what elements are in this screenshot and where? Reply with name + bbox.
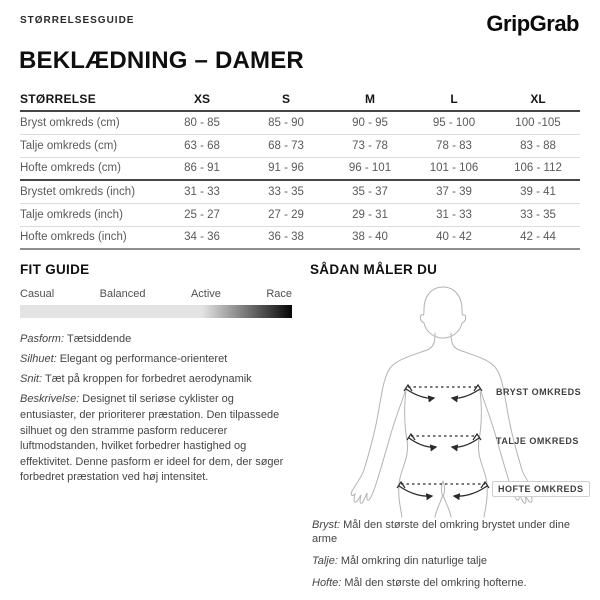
- measure-guide-title: SÅDAN MÅLER DU: [310, 262, 438, 277]
- table-row: [20, 157, 580, 180]
- cell-value: 35 - 37: [328, 180, 412, 203]
- instruction-text: Mål den største del omkring brystet under dine arme: [312, 519, 570, 545]
- detail-term: Snit:: [20, 373, 43, 386]
- fit-detail-beskrivelse: [20, 392, 292, 486]
- cell-value: 101 - 106: [412, 157, 496, 180]
- instruction-term: Talje:: [312, 555, 338, 567]
- cell-value: 83 - 88: [496, 134, 580, 157]
- detail-text: Tæt på kroppen for forbedret aerodynamik: [45, 373, 252, 386]
- gripgrab-logo: GripGrab: [486, 11, 579, 36]
- page-eyebrow: STØRRELSESGUIDE: [20, 15, 135, 26]
- detail-term: Silhuet:: [20, 353, 57, 366]
- cell-value: 86 - 91: [160, 157, 244, 180]
- cell-value: 37 - 39: [412, 180, 496, 203]
- hofte-omkreds-label: HOFTE OMKREDS: [492, 481, 590, 497]
- table-row: [20, 180, 580, 203]
- column-header: L: [412, 88, 496, 111]
- instruction-talje: [312, 555, 594, 569]
- cell-value: 38 - 40: [328, 226, 412, 249]
- cell-value: 63 - 68: [160, 134, 244, 157]
- cell-value: 68 - 73: [244, 134, 328, 157]
- row-label: Talje omkreds (inch): [20, 203, 160, 226]
- column-header: XS: [160, 88, 244, 111]
- column-header: M: [328, 88, 412, 111]
- column-header: STØRRELSE: [20, 88, 160, 111]
- cell-value: 78 - 83: [412, 134, 496, 157]
- instruction-text: Mål den største del omkring hofterne.: [344, 577, 527, 590]
- detail-text: Elegant og performance-orienteret: [59, 353, 228, 366]
- cell-value: 80 - 85: [160, 111, 244, 134]
- size-table-header-row: [20, 88, 580, 111]
- measure-instructions: [312, 519, 594, 600]
- fit-detail-silhuet: [20, 352, 292, 368]
- table-row: [20, 134, 580, 157]
- row-label: Hofte omkreds (inch): [20, 226, 160, 249]
- cell-value: 90 - 95: [328, 111, 412, 134]
- cell-value: 42 - 44: [496, 226, 580, 249]
- page-title: BEKLÆDNING – DAMER: [19, 47, 304, 74]
- fit-details: [20, 332, 292, 486]
- fit-guide-title: FIT GUIDE: [20, 262, 90, 277]
- cell-value: 33 - 35: [244, 180, 328, 203]
- cell-value: 29 - 31: [328, 203, 412, 226]
- cell-value: 40 - 42: [412, 226, 496, 249]
- instruction-bryst: [312, 519, 594, 547]
- cell-value: 34 - 36: [160, 226, 244, 249]
- instruction-term: Bryst:: [312, 519, 341, 531]
- cell-value: 25 - 27: [160, 203, 244, 226]
- cell-value: 96 - 101: [328, 157, 412, 180]
- fit-scale-labels: [20, 288, 292, 300]
- cell-value: 91 - 96: [244, 157, 328, 180]
- fit-scale-label-balanced: Balanced: [99, 288, 146, 300]
- fit-scale-label-active: Active: [190, 288, 221, 300]
- cell-value: 95 - 100: [412, 111, 496, 134]
- row-label: Hofte omkreds (cm): [20, 157, 160, 180]
- row-label: Brystet omkreds (inch): [20, 180, 160, 203]
- instruction-term: Hofte:: [312, 577, 342, 590]
- fit-detail-snit: [20, 372, 292, 388]
- cell-value: 36 - 38: [244, 226, 328, 249]
- cell-value: 27 - 29: [244, 203, 328, 226]
- table-row: [20, 226, 580, 249]
- bryst-omkreds-label: BRYST OMKREDS: [496, 387, 582, 397]
- instruction-text: Mål omkring din naturlige talje: [340, 555, 488, 567]
- size-table: [20, 88, 580, 250]
- cell-value: 39 - 41: [496, 180, 580, 203]
- column-header: S: [244, 88, 328, 111]
- fit-guide-section: [20, 262, 292, 490]
- row-label: Bryst omkreds (cm): [20, 111, 160, 134]
- measure-arrows: [397, 385, 489, 496]
- cell-value: 85 - 90: [244, 111, 328, 134]
- cell-value: 106 - 112: [496, 157, 580, 180]
- column-header: XL: [496, 88, 580, 111]
- cell-value: 31 - 33: [160, 180, 244, 203]
- detail-term: Beskrivelse:: [20, 393, 80, 406]
- fit-scale-label-casual: Casual: [20, 288, 55, 300]
- row-label: Talje omkreds (cm): [20, 134, 160, 157]
- instruction-hofte: [312, 577, 594, 591]
- table-row: [20, 203, 580, 226]
- talje-omkreds-label: TALJE OMKREDS: [496, 436, 579, 446]
- cell-value: 73 - 78: [328, 134, 412, 157]
- cell-value: 31 - 33: [412, 203, 496, 226]
- fit-gradient-bar: [20, 305, 292, 318]
- cell-value: 33 - 35: [496, 203, 580, 226]
- fit-detail-pasform: [20, 332, 292, 348]
- cell-value: 100 -105: [496, 111, 580, 134]
- fit-scale-label-race: Race: [266, 288, 292, 300]
- table-row: [20, 111, 580, 134]
- detail-text: Designet til seriøse cyklister og entusiaster, der prioriterer præstation. Den tilpassede silhuet og den stramme pasform reducerer luftmodstanden, hvilket forbedrer hastighed og effektivitet. Denne pasform er ideel for dem, der søger forbedret præstation ved høj intensitet.: [20, 393, 284, 484]
- detail-text: Tætsiddende: [67, 333, 132, 345]
- detail-term: Pasform:: [20, 333, 65, 345]
